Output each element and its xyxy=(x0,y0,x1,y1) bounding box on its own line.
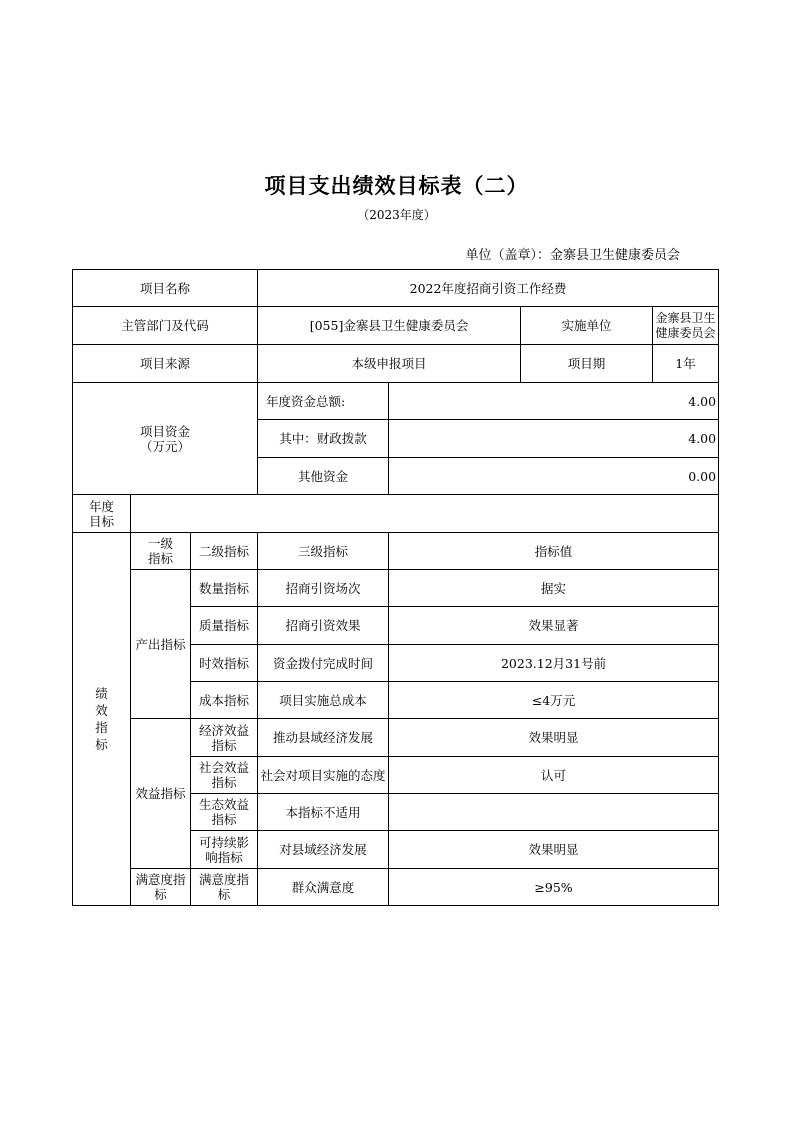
goal-label-1: 年度 xyxy=(88,498,114,514)
satisfaction-label xyxy=(131,869,191,906)
l3-cell: 本指标不适用 xyxy=(258,794,389,831)
l3-cell: 招商引资场次 xyxy=(258,570,389,607)
row-source xyxy=(73,345,719,383)
fiscal-value: 4.00 xyxy=(389,420,719,458)
h1-header xyxy=(131,533,191,570)
row-project-name xyxy=(73,270,719,307)
l2-cell: 满意度指标 xyxy=(191,869,258,906)
l3-cell: 资金拨付完成时间 xyxy=(258,645,389,682)
side-char: 效 xyxy=(95,703,108,718)
other-value: 0.00 xyxy=(389,458,719,495)
l2-cell: 数量指标 xyxy=(191,570,258,607)
l3-cell: 招商引资效果 xyxy=(258,607,389,645)
source-label: 项目来源 xyxy=(73,345,258,383)
table-row xyxy=(73,869,719,906)
project-name-label: 项目名称 xyxy=(73,270,258,307)
funds-label-text: 项目资金 xyxy=(140,423,191,439)
value-cell: 2023.12月31号前 xyxy=(389,645,719,682)
page-title: 项目支出绩效目标表（二） xyxy=(264,174,529,198)
value-cell: ≤4万元 xyxy=(389,682,719,719)
l3-cell: 社会对项目实施的态度 xyxy=(258,757,389,794)
goal-label-2: 目标 xyxy=(88,513,114,529)
h2-header: 二级指标 xyxy=(191,533,258,570)
impl-value: 金寨县卫生健康委员会 xyxy=(653,307,719,345)
funds-label xyxy=(73,383,258,495)
impl-label: 实施单位 xyxy=(521,307,653,345)
h1-header-b: 指标 xyxy=(147,551,173,566)
period-value: 1年 xyxy=(653,345,719,383)
total-value: 4.00 xyxy=(389,383,719,420)
l2-cell: 可持续影响指标 xyxy=(191,831,258,869)
goal-label xyxy=(73,495,131,533)
sat-label-b: 标 xyxy=(154,887,167,902)
table-row xyxy=(73,719,719,757)
performance-target-table xyxy=(72,269,719,906)
table-row xyxy=(73,570,719,607)
fiscal-label: 其中：财政拨款 xyxy=(258,420,389,458)
l3-cell: 推动县域经济发展 xyxy=(258,719,389,757)
benefit-label: 效益指标 xyxy=(131,719,191,869)
side-char: 指 xyxy=(95,720,108,735)
side-char: 绩 xyxy=(95,686,108,701)
row-funds-total xyxy=(73,383,719,420)
output-label: 产出指标 xyxy=(131,570,191,719)
value-cell: 效果明显 xyxy=(389,719,719,757)
l3-cell: 项目实施总成本 xyxy=(258,682,389,719)
row-department xyxy=(73,307,719,345)
row-perf-header xyxy=(73,533,719,570)
funds-unit-text: （万元） xyxy=(140,438,191,454)
l3-cell: 对县域经济发展 xyxy=(258,831,389,869)
value-cell: ≥95% xyxy=(389,869,719,906)
value-cell xyxy=(389,794,719,831)
dept-value: [055]金寨县卫生健康委员会 xyxy=(258,307,521,345)
other-label: 其他资金 xyxy=(258,458,389,495)
l2-cell: 成本指标 xyxy=(191,682,258,719)
fiscal-year: （2023年度） xyxy=(357,208,436,222)
h3-header: 三级指标 xyxy=(258,533,389,570)
value-cell: 据实 xyxy=(389,570,719,607)
side-char: 标 xyxy=(95,737,108,752)
l2-cell: 质量指标 xyxy=(191,607,258,645)
h1-header-a: 一级 xyxy=(147,536,173,551)
period-label: 项目期 xyxy=(521,345,653,383)
value-cell: 认可 xyxy=(389,757,719,794)
perf-side-label xyxy=(73,533,131,906)
goal-value xyxy=(131,495,719,533)
sat-label-a: 满意度指 xyxy=(135,872,186,887)
source-value: 本级申报项目 xyxy=(258,345,521,383)
l2-cell: 经济效益指标 xyxy=(191,719,258,757)
project-name-value: 2022年度招商引资工作经费 xyxy=(258,270,719,307)
l3-cell: 群众满意度 xyxy=(258,869,389,906)
dept-label: 主管部门及代码 xyxy=(73,307,258,345)
value-cell: 效果显著 xyxy=(389,607,719,645)
h4-header: 指标值 xyxy=(389,533,719,570)
l2-cell: 社会效益指标 xyxy=(191,757,258,794)
total-label: 年度资金总额: xyxy=(258,383,389,420)
value-cell: 效果明显 xyxy=(389,831,719,869)
row-annual-goal xyxy=(73,495,719,533)
l2-cell: 时效指标 xyxy=(191,645,258,682)
unit-stamp-line: 单位（盖章）：金寨县卫生健康委员会 xyxy=(465,248,680,263)
l2-cell: 生态效益指标 xyxy=(191,794,258,831)
